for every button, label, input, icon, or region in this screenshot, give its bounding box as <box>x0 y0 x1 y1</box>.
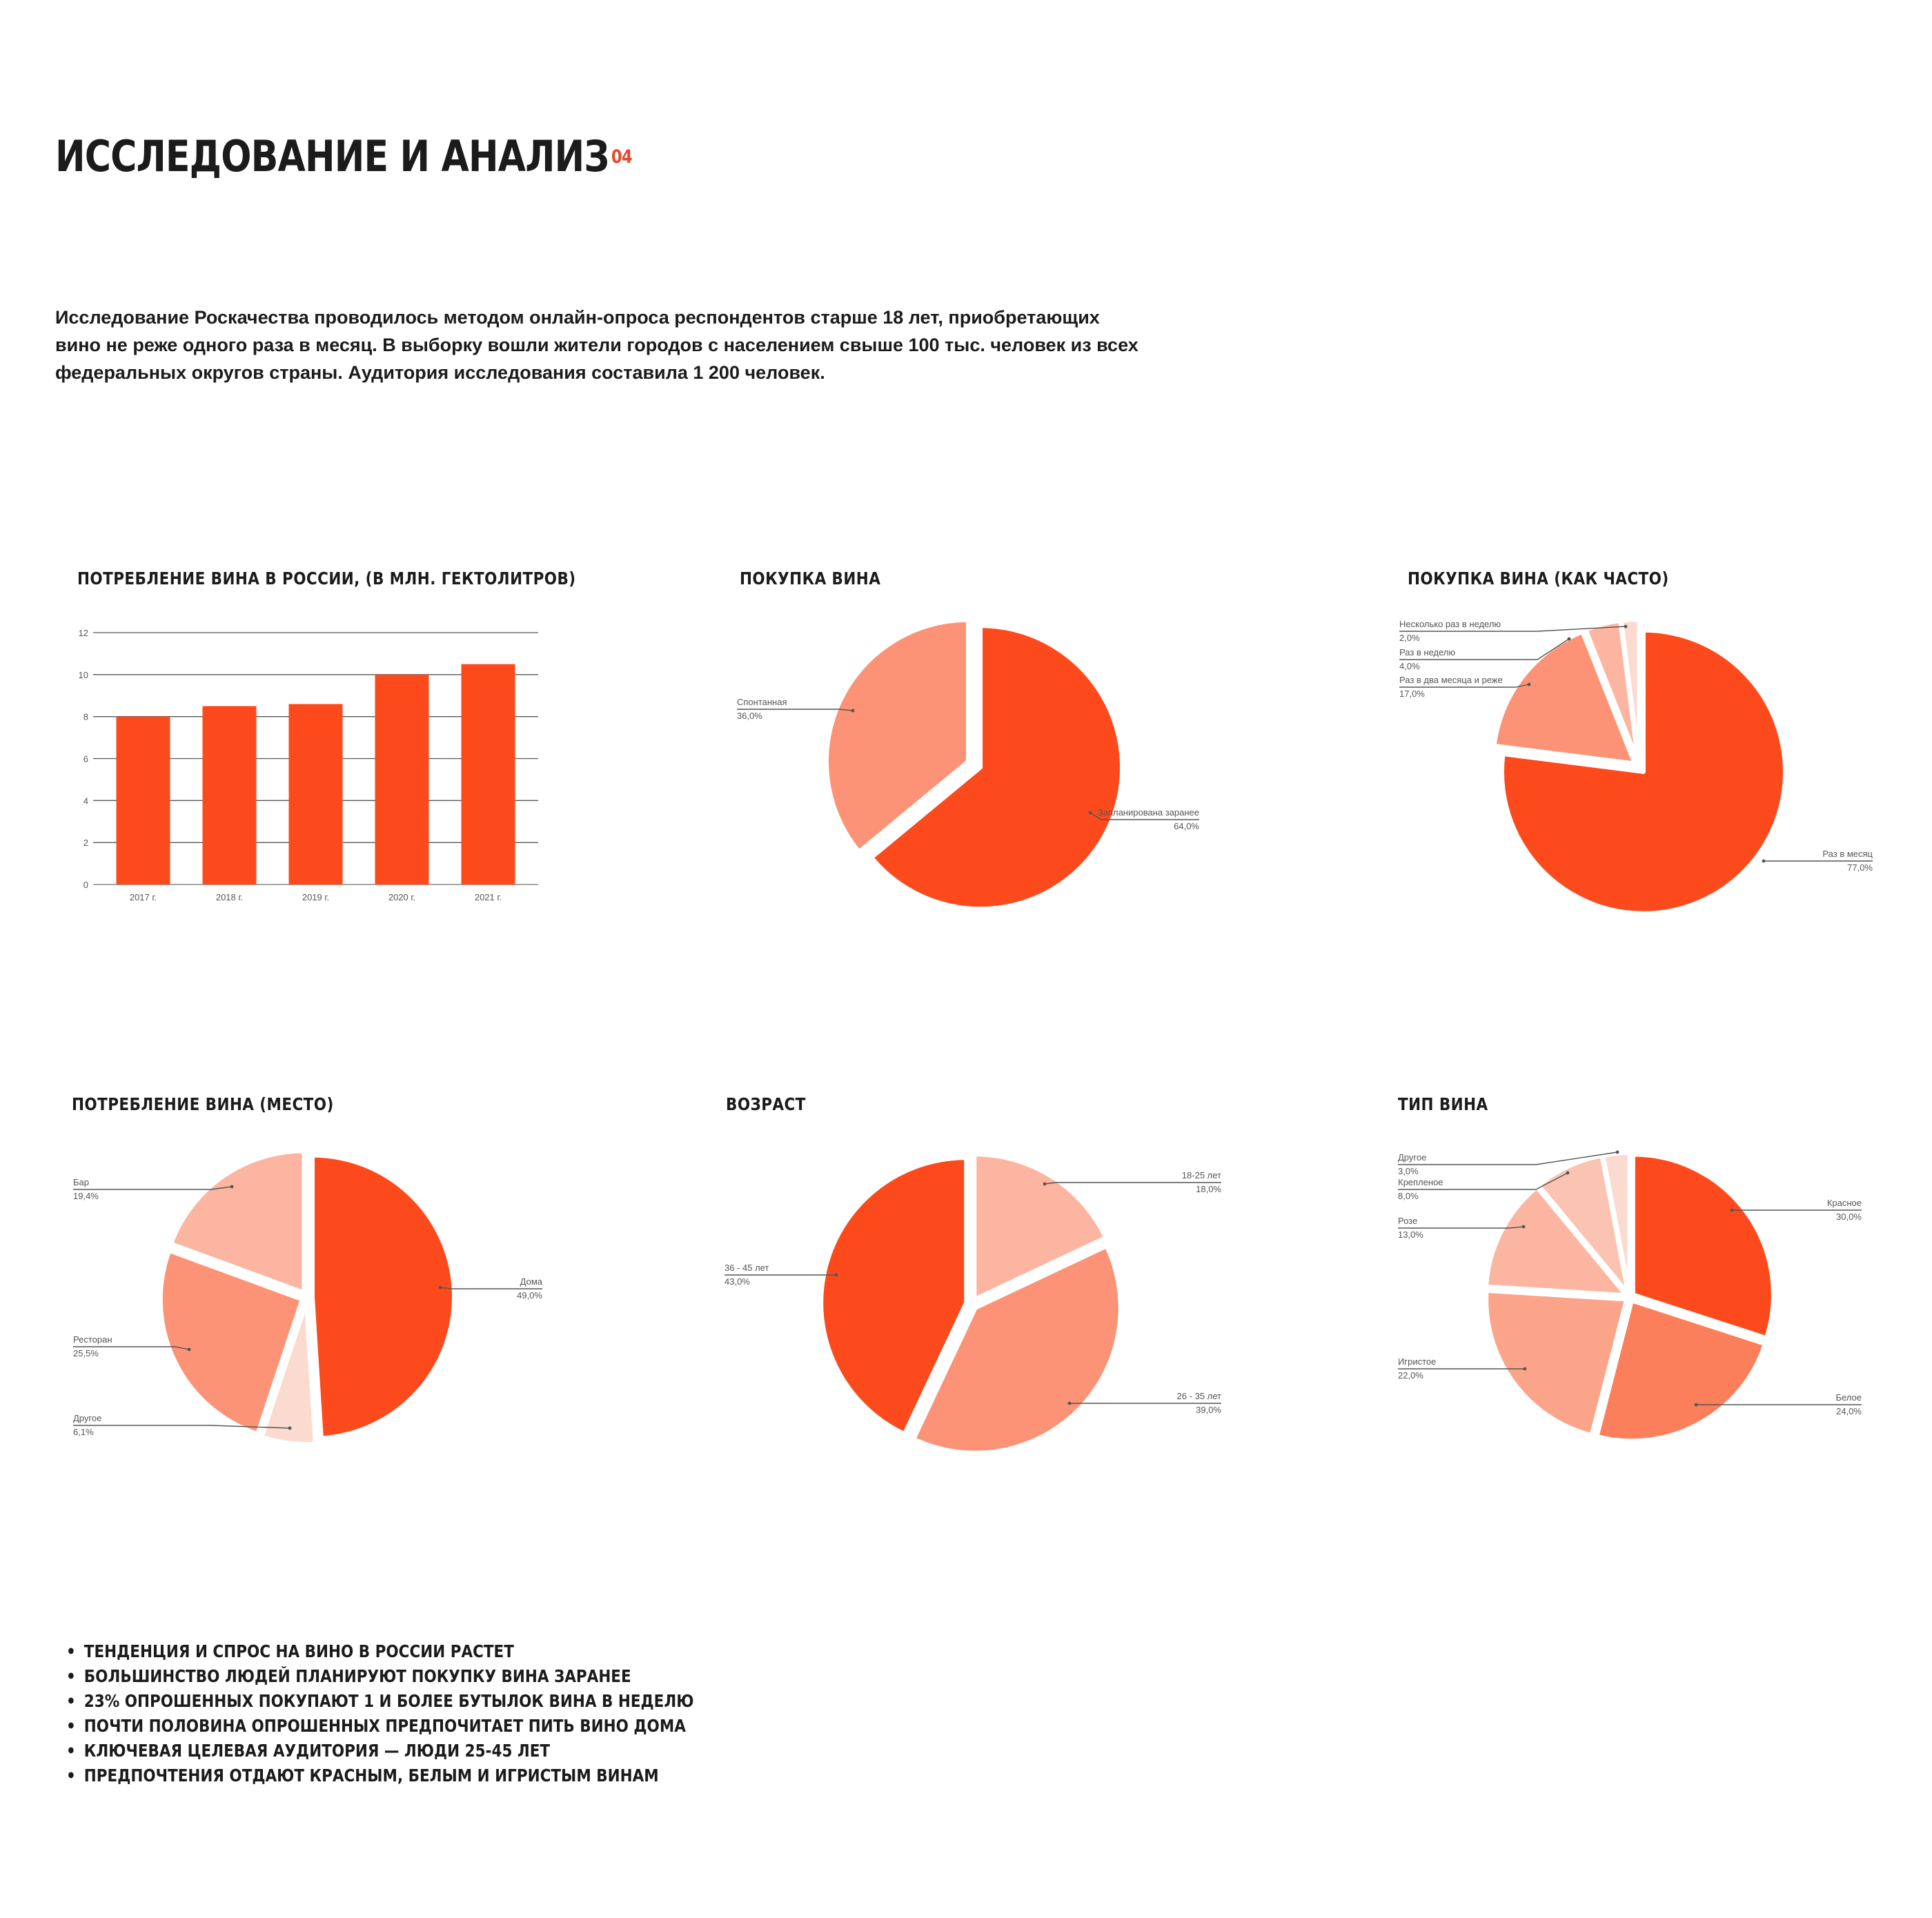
slice-label: 36 - 45 лет <box>724 1263 769 1273</box>
conclusion-item: • КЛЮЧЕВАЯ ЦЕЛЕВАЯ АУДИТОРИЯ — ЛЮДИ 25-45 ЛЕТ <box>66 1739 693 1763</box>
slice-value-label: 3,0% <box>1398 1166 1419 1176</box>
slice-label: Белое <box>1835 1392 1862 1403</box>
leader-dot <box>1566 1171 1570 1175</box>
y-tick-label: 10 <box>78 669 88 680</box>
slice-value-label: 43,0% <box>724 1276 750 1287</box>
conclusion-item: • ПРЕДПОЧТЕНИЯ ОТДАЮТ КРАСНЫМ, БЕЛЫМ И ИГРИСТЫМ ВИНАМ <box>66 1763 693 1788</box>
slice-value-label: 19,4% <box>73 1191 99 1201</box>
slice-label: 26 - 35 лет <box>1176 1391 1221 1401</box>
bar-2021-г <box>462 664 515 884</box>
leader-dot <box>1528 683 1531 686</box>
slice-value-label: 2,0% <box>1399 633 1420 643</box>
frequency-pie-chart <box>1394 607 1904 925</box>
x-tick-label: 2019 г. <box>302 892 330 902</box>
leader-dot <box>1762 860 1766 863</box>
conclusion-item: • 23% ОПРОШЕННЫХ ПОКУПАЮТ 1 И БОЛЕЕ БУТЫЛОК ВИНА В НЕДЕЛЮ <box>66 1689 693 1714</box>
slice-value-label: 49,0% <box>517 1290 542 1301</box>
y-tick-label: 2 <box>83 838 88 849</box>
bar-2020-г <box>375 675 429 884</box>
consumption-bar-chart <box>69 621 552 925</box>
slice-label: Раз в два месяца и реже <box>1399 675 1503 685</box>
x-tick-label: 2020 г. <box>388 892 416 902</box>
bar-2017-г <box>117 717 170 884</box>
slice-value-label: 4,0% <box>1399 661 1420 671</box>
leader-line <box>1045 1183 1221 1184</box>
slice-label: Спонтанная <box>737 697 787 707</box>
slice-value-label: 77,0% <box>1847 862 1873 873</box>
slice-value-label: 30,0% <box>1836 1212 1862 1222</box>
slice-label: Раз в неделю <box>1399 647 1456 658</box>
slice-value-label: 39,0% <box>1196 1405 1221 1415</box>
y-tick-label: 4 <box>83 795 88 807</box>
leader-dot <box>188 1348 191 1352</box>
slice-label: 18-25 лет <box>1181 1170 1221 1180</box>
leader-dot <box>1522 1225 1526 1229</box>
purchase-pie-chart <box>718 607 1228 925</box>
leader-dot <box>439 1286 442 1289</box>
type-pie-chart <box>1387 1131 1897 1463</box>
slice-label: Ресторан <box>73 1334 112 1345</box>
chart-title-frequency: ПОКУПКА ВИНА (КАК ЧАСТО) <box>1408 569 1669 589</box>
slice-label: Дома <box>520 1276 542 1287</box>
slice-label: Несколько раз в неделю <box>1399 619 1501 629</box>
slice-value-label: 8,0% <box>1398 1191 1419 1201</box>
slice-label: Розе <box>1398 1216 1418 1226</box>
slice-label: Красное <box>1826 1198 1862 1208</box>
y-tick-label: 0 <box>83 880 88 890</box>
leader-dot <box>851 709 855 713</box>
age-pie-chart <box>718 1131 1228 1463</box>
slice-label: Бар <box>73 1177 89 1187</box>
x-tick-label: 2017 г. <box>129 892 157 902</box>
chart-title-type: ТИП ВИНА <box>1398 1094 1488 1114</box>
slice-label: Игристое <box>1398 1356 1437 1367</box>
slice-дома <box>313 1156 454 1438</box>
bar-2019-г <box>289 704 343 884</box>
slice-value-label: 36,0% <box>737 711 762 721</box>
slice-label: Крепленое <box>1398 1177 1443 1187</box>
conclusions-list <box>66 1639 796 1788</box>
leader-dot <box>1616 1151 1619 1154</box>
y-tick-label: 6 <box>83 753 88 764</box>
leader-dot <box>1068 1402 1072 1405</box>
y-tick-label: 12 <box>78 628 88 638</box>
slice-value-label: 18,0% <box>1196 1184 1221 1194</box>
x-tick-label: 2018 г. <box>215 892 244 902</box>
conclusion-item: • БОЛЬШИНСТВО ЛЮДЕЙ ПЛАНИРУЮТ ПОКУПКУ ВИНА ЗАРАНЕЕ <box>66 1664 693 1689</box>
slice-label: Запланирована заранее <box>1097 807 1199 818</box>
slice-value-label: 22,0% <box>1398 1370 1423 1381</box>
leader-dot <box>1043 1183 1047 1186</box>
leader-dot <box>1524 1367 1527 1371</box>
chart-title-place: ПОТРЕБЛЕНИЕ ВИНА (МЕСТО) <box>72 1094 334 1114</box>
slice-label: Другое <box>73 1413 102 1423</box>
leader-dot <box>1624 625 1628 629</box>
leader-dot <box>1568 637 1571 641</box>
slice-value-label: 6,1% <box>73 1427 94 1437</box>
conclusion-item: • ПОЧТИ ПОЛОВИНА ОПРОШЕННЫХ ПРЕДПОЧИТАЕТ ПИТЬ ВИНО ДОМА <box>66 1714 693 1739</box>
leader-dot <box>230 1185 234 1189</box>
leader-dot <box>1731 1209 1734 1212</box>
leader-dot <box>1089 811 1092 815</box>
y-tick-label: 8 <box>83 711 88 722</box>
x-tick-label: 2021 г. <box>474 892 502 902</box>
conclusion-item: • ТЕНДЕНЦИЯ И СПРОС НА ВИНО В РОССИИ РАСТЕТ <box>66 1639 693 1664</box>
leader-dot <box>288 1427 292 1430</box>
leader-dot <box>1695 1403 1698 1407</box>
slice-value-label: 13,0% <box>1398 1229 1423 1240</box>
slice-value-label: 17,0% <box>1399 689 1425 699</box>
chart-title-purchase: ПОКУПКА ВИНА <box>740 569 881 589</box>
slice-value-label: 64,0% <box>1174 821 1199 831</box>
page-title-text: ИССЛЕДОВАНИЕ И АНАЛИЗ <box>55 131 609 181</box>
slice-label: Раз в месяц <box>1822 849 1873 859</box>
bar-2018-г <box>203 706 257 884</box>
chart-title-consumption: ПОТРЕБЛЕНИЕ ВИНА В РОССИИ, (В МЛН. ГЕКТОЛИТРОВ) <box>77 569 576 589</box>
leader-dot <box>835 1274 838 1277</box>
chart-title-age: ВОЗРАСТ <box>726 1094 806 1114</box>
slice-label: Другое <box>1398 1152 1427 1163</box>
slice-value-label: 24,0% <box>1836 1406 1862 1416</box>
place-pie-chart <box>62 1131 573 1463</box>
slice-value-label: 25,5% <box>73 1348 99 1358</box>
page-number: 04 <box>611 146 632 168</box>
intro-text: Исследование Роскачества проводилось методом онлайн-опроса респондентов старше 18 лет, приобретающих вино не реже одного раза в месяц. В выборку вошли жители городов с населением свыше 100 тыс. человек из всех федеральных округов страны. Аудитория исследования составила 1 200 человек. <box>55 307 1138 383</box>
page-title <box>55 131 632 181</box>
